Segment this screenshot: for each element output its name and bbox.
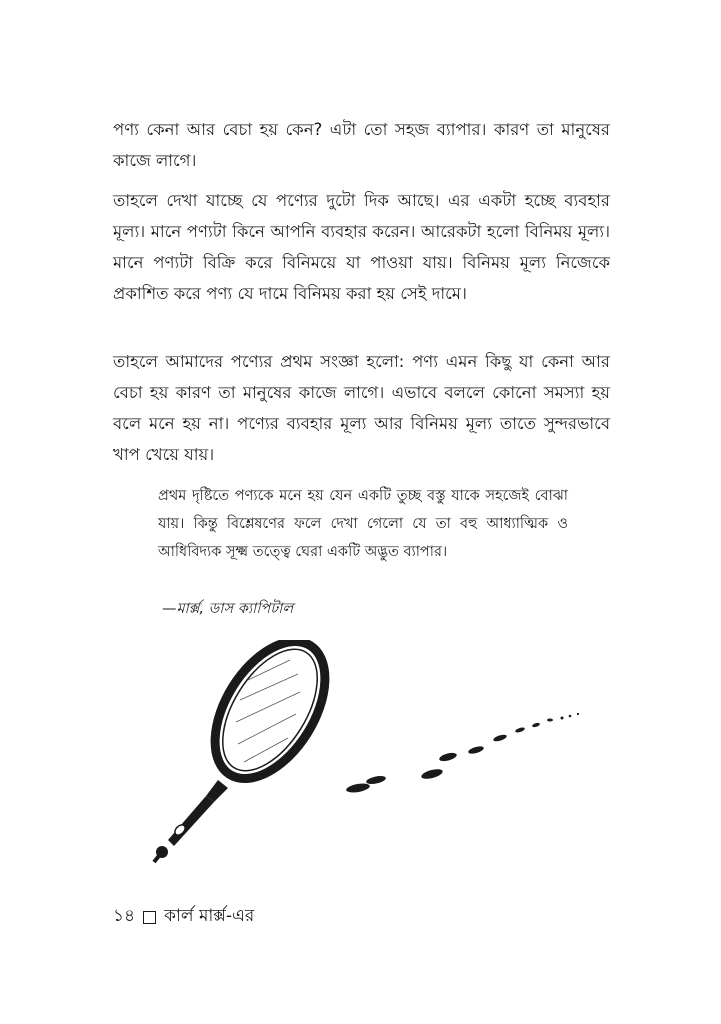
footprints-trail [345,713,579,794]
magnifying-glass-icon [154,640,348,862]
page-number: ১৪ [113,906,136,926]
page-footer [113,903,254,931]
paragraph-2: তাহলে দেখা যাচ্ছে যে পণ্যের দুটো দিক আছে। এর একটা হচ্ছে ব্যবহার মূল্য। মানে পণ্যটা কিনে আপনি ব্যবহার করেন। আরেকটা হলো বিনিময় মূল্য। মানে পণ্যটা বিক্রি করে বিনিময়ে যা পাওয়া যায়। বিনিময় মূল্য নিজেকে প্রকাশিত করে পণ্য যে দামে বিনিময় করা হয় সেই দামে। [113,191,610,303]
quote-attribution: —মার্ক্স, ডাস ক্যাপিটাল [162,601,294,617]
paragraph-3: তাহলে আমাদের পণ্যের প্রথম সংজ্ঞা হলো: পণ্য এমন কিছু যা কেনা আর বেচা হয় কারণ তা মানুষের কাজে লাগে। এভাবে বললে কোনো সমস্যা হয় বলে মনে হয় না। পণ্যের ব্যবহার মূল্য আর বিনিময় মূল্য তাতে সুন্দরভাবে খাপ খেয়ে যায়। [113,352,610,464]
square-separator-icon [143,911,156,924]
block-quote: প্রথম দৃষ্টিতে পণ্যকে মনে হয় যেন একটি তুচ্ছ বস্তু যাকে সহজেই বোঝা যায়। কিন্তু বিশ্লেষণের ফলে দেখা গেলো যে তা বহু আধ্যাত্মিক ও আধিবিদ্যক সূক্ষ্ম তত্ত্বে ঘেরা একটি অদ্ভুত ব্যাপার। [158,488,568,560]
magnifying-glass-footprints-illustration [140,640,590,870]
running-title: কার্ল মার্ক্স-এর [164,906,255,926]
paragraph-1: পণ্য কেনা আর বেচা হয় কেন? এটা তো সহজ ব্যাপার। কারণ তা মানুষের কাজে লাগে। [113,120,610,170]
